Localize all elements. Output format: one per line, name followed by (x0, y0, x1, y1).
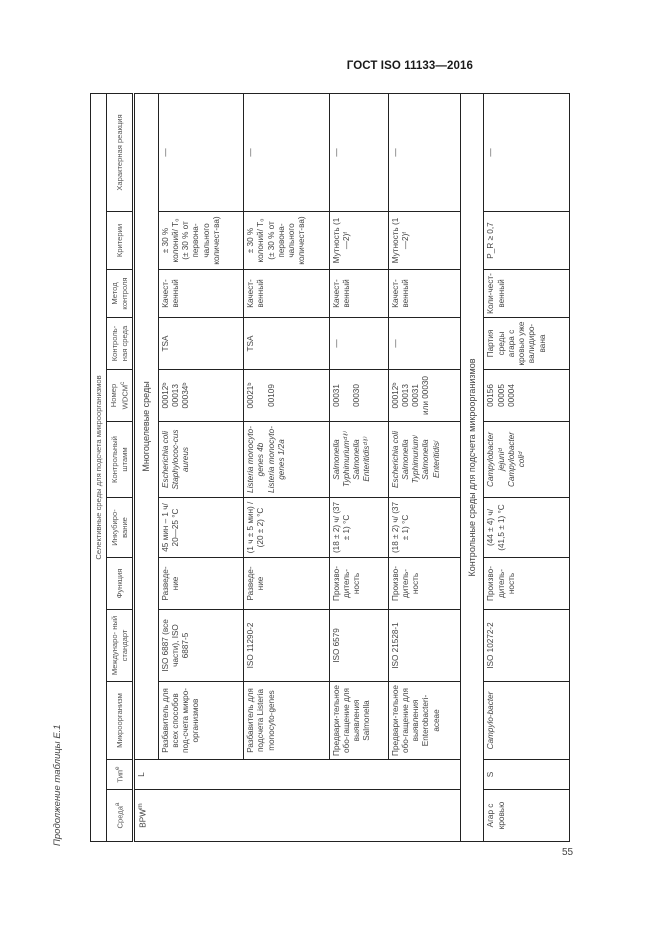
col-header-wdcm: Номер WDCM$^c$ (107, 370, 134, 422)
col-header-type: Тип$^e$ (107, 760, 134, 790)
col-header-function: Функция (107, 558, 134, 610)
rotated-table-container (90, 94, 570, 842)
cell-wdcm: 00012ᵇ 00013 00034ᵇ (158, 370, 243, 422)
cell-incubation: (18 ± 2) ч/ (37 ± 1) °С (388, 498, 460, 558)
cell-control-medium: — (388, 318, 460, 370)
cell-function: Разведе-ние (244, 558, 329, 610)
cell-standard: ISO 10272-2 (484, 610, 570, 682)
cell-control-medium: Партия среды агара с кровью уже валидиро-вана (484, 318, 570, 370)
cell-strain: Listeria monocyto-genes 4b Listeria monocyto-genes 1/2a (244, 422, 329, 498)
cell-standard: ISO 11290-2 (244, 610, 329, 682)
cell-criteria: P_R ≥ 0,7 (484, 212, 570, 270)
cell-strain: Salmonella Typhimuriumᵈ⁾ʲ⁾ Salmonella Enteritidisᵈ⁾ʲ⁾ (329, 422, 388, 498)
cell-method: Качест-венный (158, 270, 243, 318)
cell-type: L (133, 760, 460, 790)
col-header-criteria: Критерии (107, 212, 134, 270)
cell-reaction: — (158, 93, 243, 211)
cell-method: Качест-венный (388, 270, 460, 318)
cell-incubation: (44 ± 4) ч/ (41,5 ± 1) °С (484, 498, 570, 558)
cell-criteria: ± 30 % колоний/ T₀ (± 30 % от первона-чального количест-ва) (244, 212, 329, 270)
cell-strain: Escherichia coli Salmonella Typhimuriumʲ Salmonella Enteritidisʲ (388, 422, 460, 498)
cell-method: Качест-венный (244, 270, 329, 318)
table-row (388, 93, 460, 841)
col-header-control-medium: Контроль- ная среда (107, 318, 134, 370)
media-table (90, 93, 570, 842)
cell-standard: ISO 6579 (329, 610, 388, 682)
cell-reaction: — (388, 93, 460, 211)
col-header-strain: Контрольный штамм (107, 422, 134, 498)
cell-organism: Campylo-bacter (484, 682, 570, 760)
table-row (158, 93, 243, 841)
col-header-incubation: Инкубиро- вание (107, 498, 134, 558)
cell-type: S (484, 760, 570, 790)
cell-function: Разведе-ние (158, 558, 243, 610)
cell-medium: Агар с кровью (484, 790, 570, 842)
col-header-method: Метод контроля (107, 270, 134, 318)
col-header-standard: Междунаро- ный стандарт (107, 610, 134, 682)
group-header: Селективные среды для подсчета микроорганизмов (91, 93, 107, 841)
page-number: 55 (562, 847, 574, 858)
document-header: ГОСТ ISO 11133—2016 (346, 60, 473, 72)
cell-control-medium: TSA (158, 318, 243, 370)
cell-method: Качест-венный (329, 270, 388, 318)
section-heading-control-media: Контрольные среды для подсчета микроорганизмов (461, 93, 484, 841)
cell-organism: Предвари-тельное обо-гащение для выявления Salmonella (329, 682, 388, 760)
column-header-row (107, 93, 134, 841)
cell-wdcm: 00021ᵇ 00109 (244, 370, 329, 422)
cell-organism: Разбавитель для всех способов под-счета микро-организмов (158, 682, 243, 760)
table-row (244, 93, 329, 841)
cell-standard: ISO 21528-1 (388, 610, 460, 682)
cell-function: Произво-дитель-ность (388, 558, 460, 610)
col-header-medium: Среда$^a$ (107, 790, 134, 842)
section-heading-multipurpose: Многоцелевые среды (133, 93, 158, 759)
cell-criteria: ± 30 % колоний/ T₀ (± 30 % от первона-чального количест-ва) (158, 212, 243, 270)
cell-method: Коли-чест-венный (484, 270, 570, 318)
cell-standard: ISO 6887 (все части), ISO 6887-5 (158, 610, 243, 682)
cell-function: Произво-дитель-ность (329, 558, 388, 610)
cell-control-medium: TSA (244, 318, 329, 370)
cell-criteria: Мутность (1—2)ᶠ (388, 212, 460, 270)
col-header-reaction: Характерная реакция (107, 93, 134, 211)
cell-strain: Campylobacter jejuniᵈ Campylobacter coliᵈ (484, 422, 570, 498)
cell-wdcm: 00156 00005 00004 (484, 370, 570, 422)
cell-reaction: — (484, 93, 570, 211)
cell-wdcm: 00012ᵇ 00013 00031 или 00030 (388, 370, 460, 422)
cell-reaction: — (329, 93, 388, 211)
cell-criteria: Мутность (1—2)ᶠ (329, 212, 388, 270)
cell-strain: Escherichia coli Staphylococ-cus aureus (158, 422, 243, 498)
cell-reaction: — (244, 93, 329, 211)
cell-organism: Разбавитель для подсчета Listeria monocyto-genes (244, 682, 329, 760)
cell-incubation: (18 ± 2) ч/ (37 ± 1) °С (329, 498, 388, 558)
cell-incubation: (1 ч ± 5 мин) / (20 ± 2) °С (244, 498, 329, 558)
cell-function: Произво-дитель-ность (484, 558, 570, 610)
cell-wdcm: 00031 00030 (329, 370, 388, 422)
cell-organism: Предвари-тельное обо-гащение для выявления Enterobacteri-aceae (388, 682, 460, 760)
cell-control-medium: — (329, 318, 388, 370)
col-header-organism: Микроорганизм (107, 682, 134, 760)
table-caption: Продолжение таблицы Е.1 (52, 724, 63, 846)
cell-incubation: 45 мин – 1 ч/ 20—25 °С (158, 498, 243, 558)
table-row (329, 93, 388, 841)
table-row (484, 93, 570, 841)
cell-medium: BPW$^m$ (133, 790, 460, 842)
